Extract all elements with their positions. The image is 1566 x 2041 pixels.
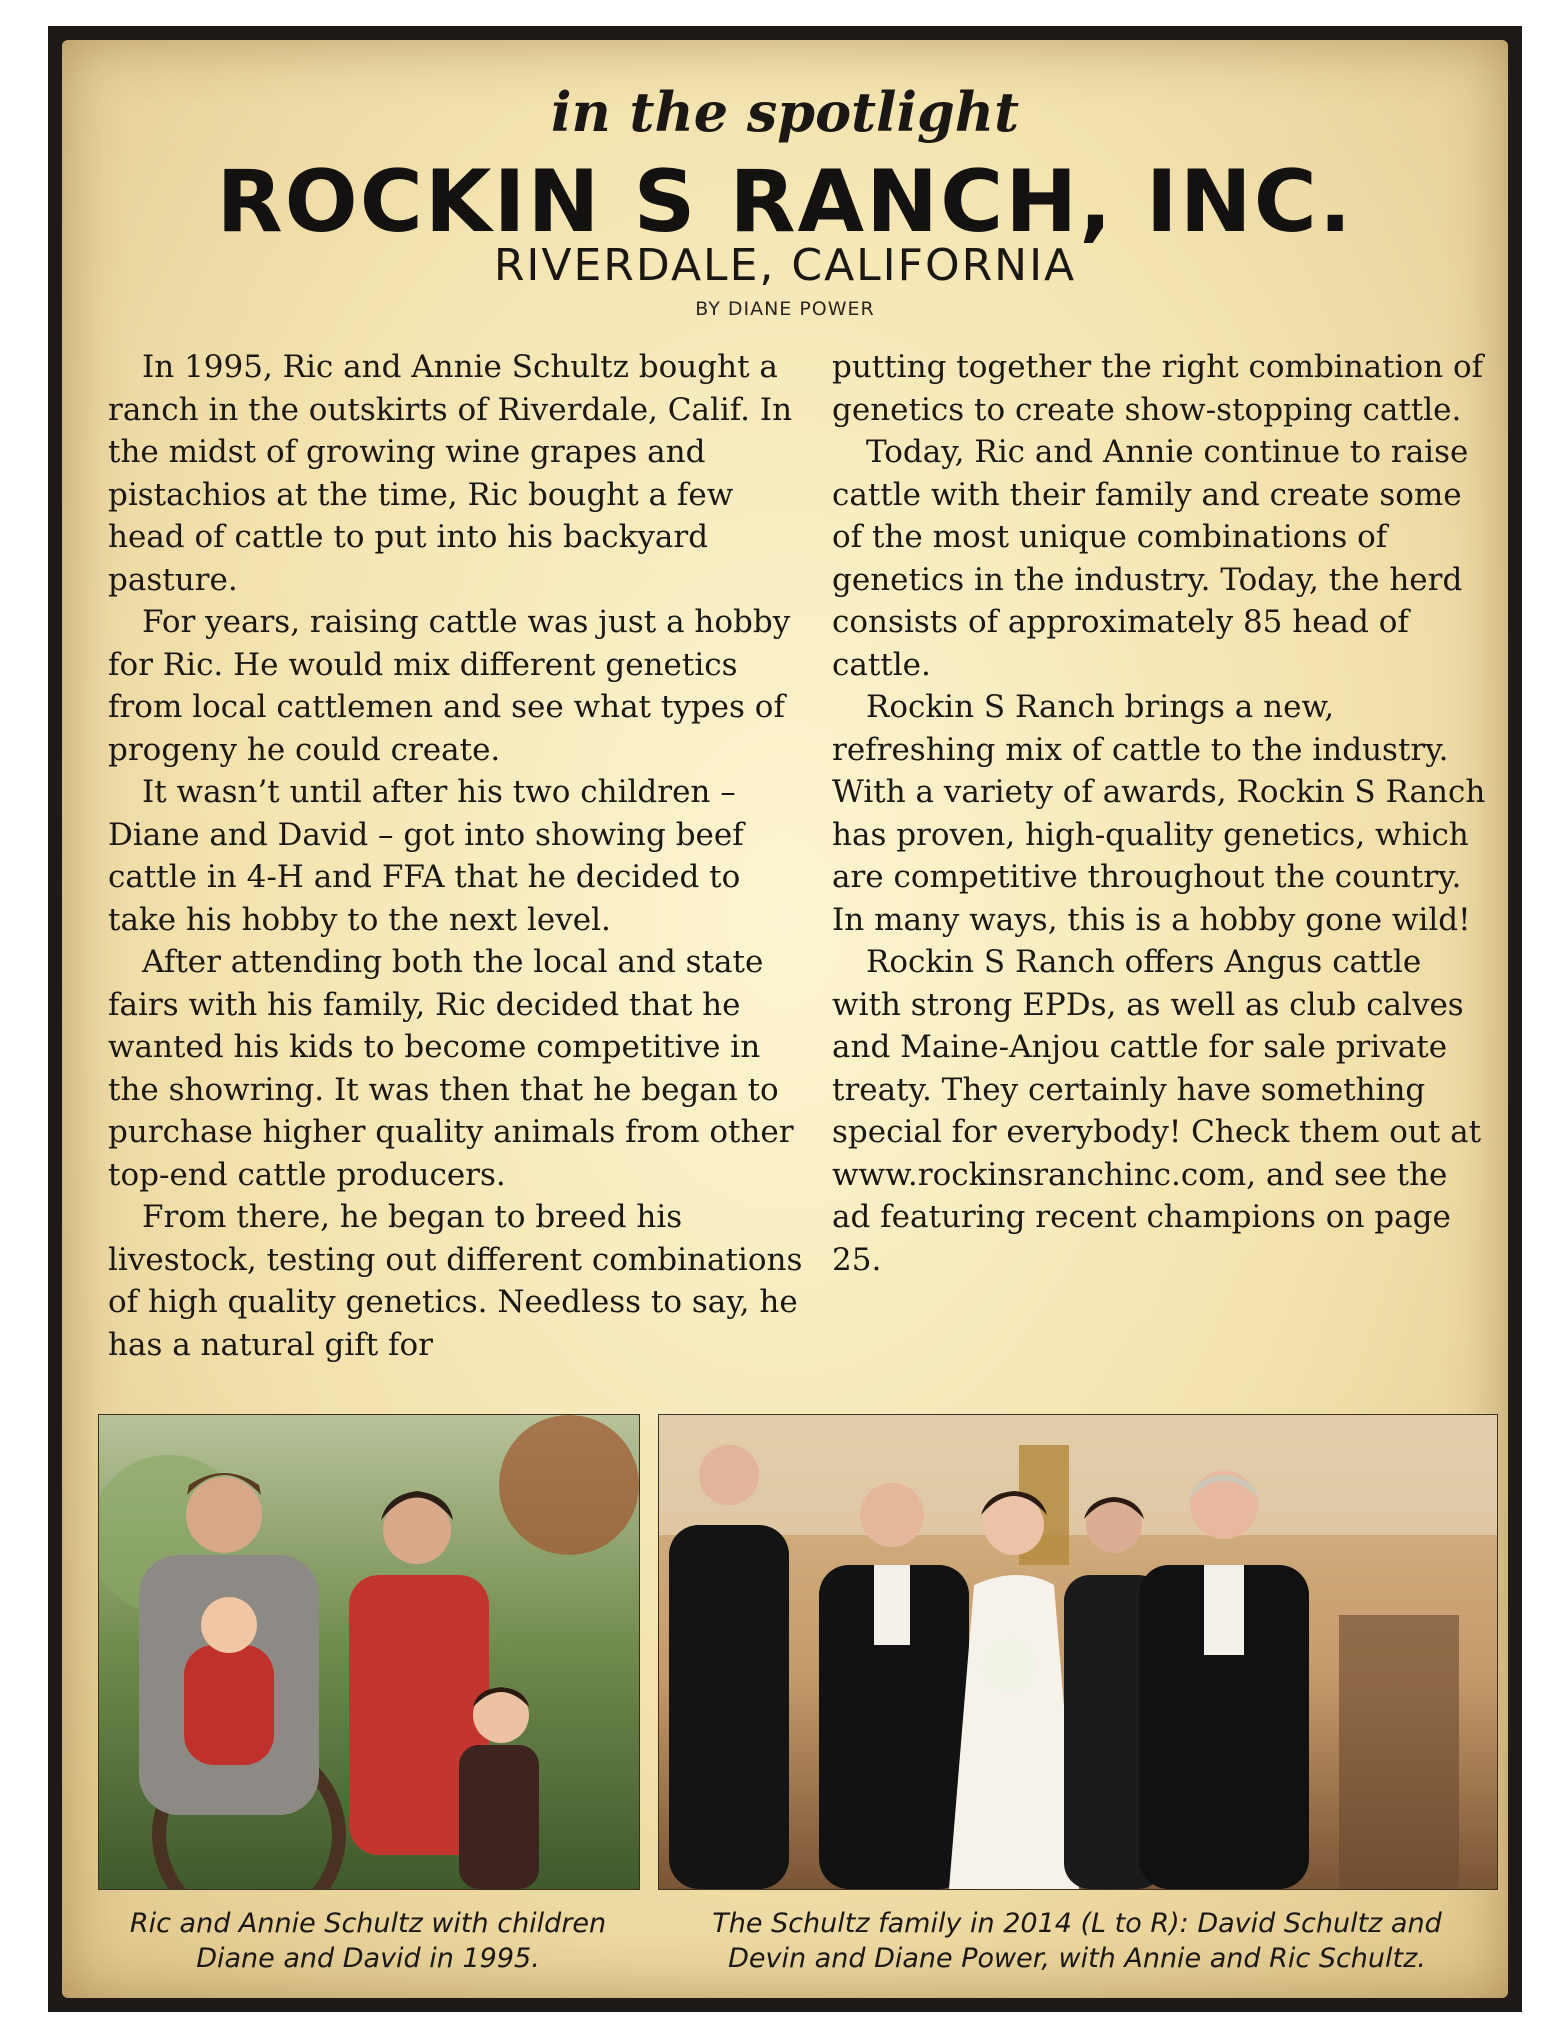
- photo-caption-1995: [98, 1906, 638, 1976]
- article-title: ROCKIN S RANCH, INC.: [216, 152, 1354, 252]
- photo-caption-2014: [658, 1906, 1496, 1976]
- family-photo-1995: [98, 1414, 640, 1890]
- page-frame: [48, 26, 1522, 2012]
- family-photo-1995-image: [99, 1415, 639, 1889]
- article-column-left: [108, 346, 808, 1366]
- caption-line: Ric and Annie Schultz with children: [129, 1908, 607, 1939]
- paragraph: Rockin S Ranch offers Angus cattle with strong EPDs, as well as club calves and Maine-Anjou cattle for sale private treaty. They certainly have something special for everybody! Check them out at www.rockinsranchinc.com, and see the ad featuring recent champions on page 25.: [832, 944, 1482, 1278]
- article-byline: BY DIANE POWER: [695, 298, 875, 320]
- family-photo-2014-image: [659, 1415, 1497, 1889]
- paragraph: From there, he began to breed his livestock, testing out different combinations of high quality genetics. Needless to say, he has a natural gift for: [108, 1199, 803, 1363]
- caption-line: Diane and David in 1995.: [196, 1943, 540, 1974]
- article-column-right: [832, 346, 1492, 1281]
- article-location: RIVERDALE, CALIFORNIA: [493, 240, 1077, 291]
- caption-line: The Schultz family in 2014 (L to R): David Schultz and: [712, 1908, 1442, 1939]
- paragraph: putting together the right combination of genetics to create show-stopping cattle.: [832, 349, 1484, 428]
- paragraph: For years, raising cattle was just a hobby for Ric. He would mix different genetics from local cattlemen and see what types of progeny he could create.: [108, 604, 791, 768]
- paragraph: After attending both the local and state fairs with his family, Ric decided that he wanted his kids to become competitive in the showring. It was then that he began to purchase higher quality animals from other top-end cattle producers.: [108, 944, 794, 1193]
- paragraph: It wasn’t until after his two children – Diane and David – got into showing beef cattle in 4-H and FFA that he decided to take his hobby to the next level.: [108, 774, 744, 938]
- paragraph: In 1995, Ric and Annie Schultz bought a ranch in the outskirts of Riverdale, Calif. In the midst of growing wine grapes and pistachios at the time, Ric bought a few head of cattle to put into his backyard pasture.: [108, 349, 793, 598]
- family-photo-2014: [658, 1414, 1498, 1890]
- caption-line: Devin and Diane Power, with Annie and Ric Schultz.: [728, 1943, 1426, 1974]
- paragraph: Rockin S Ranch brings a new, refreshing mix of cattle to the industry. With a variety of awards, Rockin S Ranch has proven, high-quality genetics, which are competitive throughout the country. In many ways, this is a hobby gone wild!: [832, 689, 1486, 938]
- parchment-page: [62, 40, 1508, 1998]
- section-kicker: in the spotlight: [550, 80, 1020, 144]
- paragraph: Today, Ric and Annie continue to raise cattle with their family and create some of the most unique combinations of genetics in the industry. Today, the herd consists of approximately 85 head of cattle.: [832, 434, 1469, 683]
